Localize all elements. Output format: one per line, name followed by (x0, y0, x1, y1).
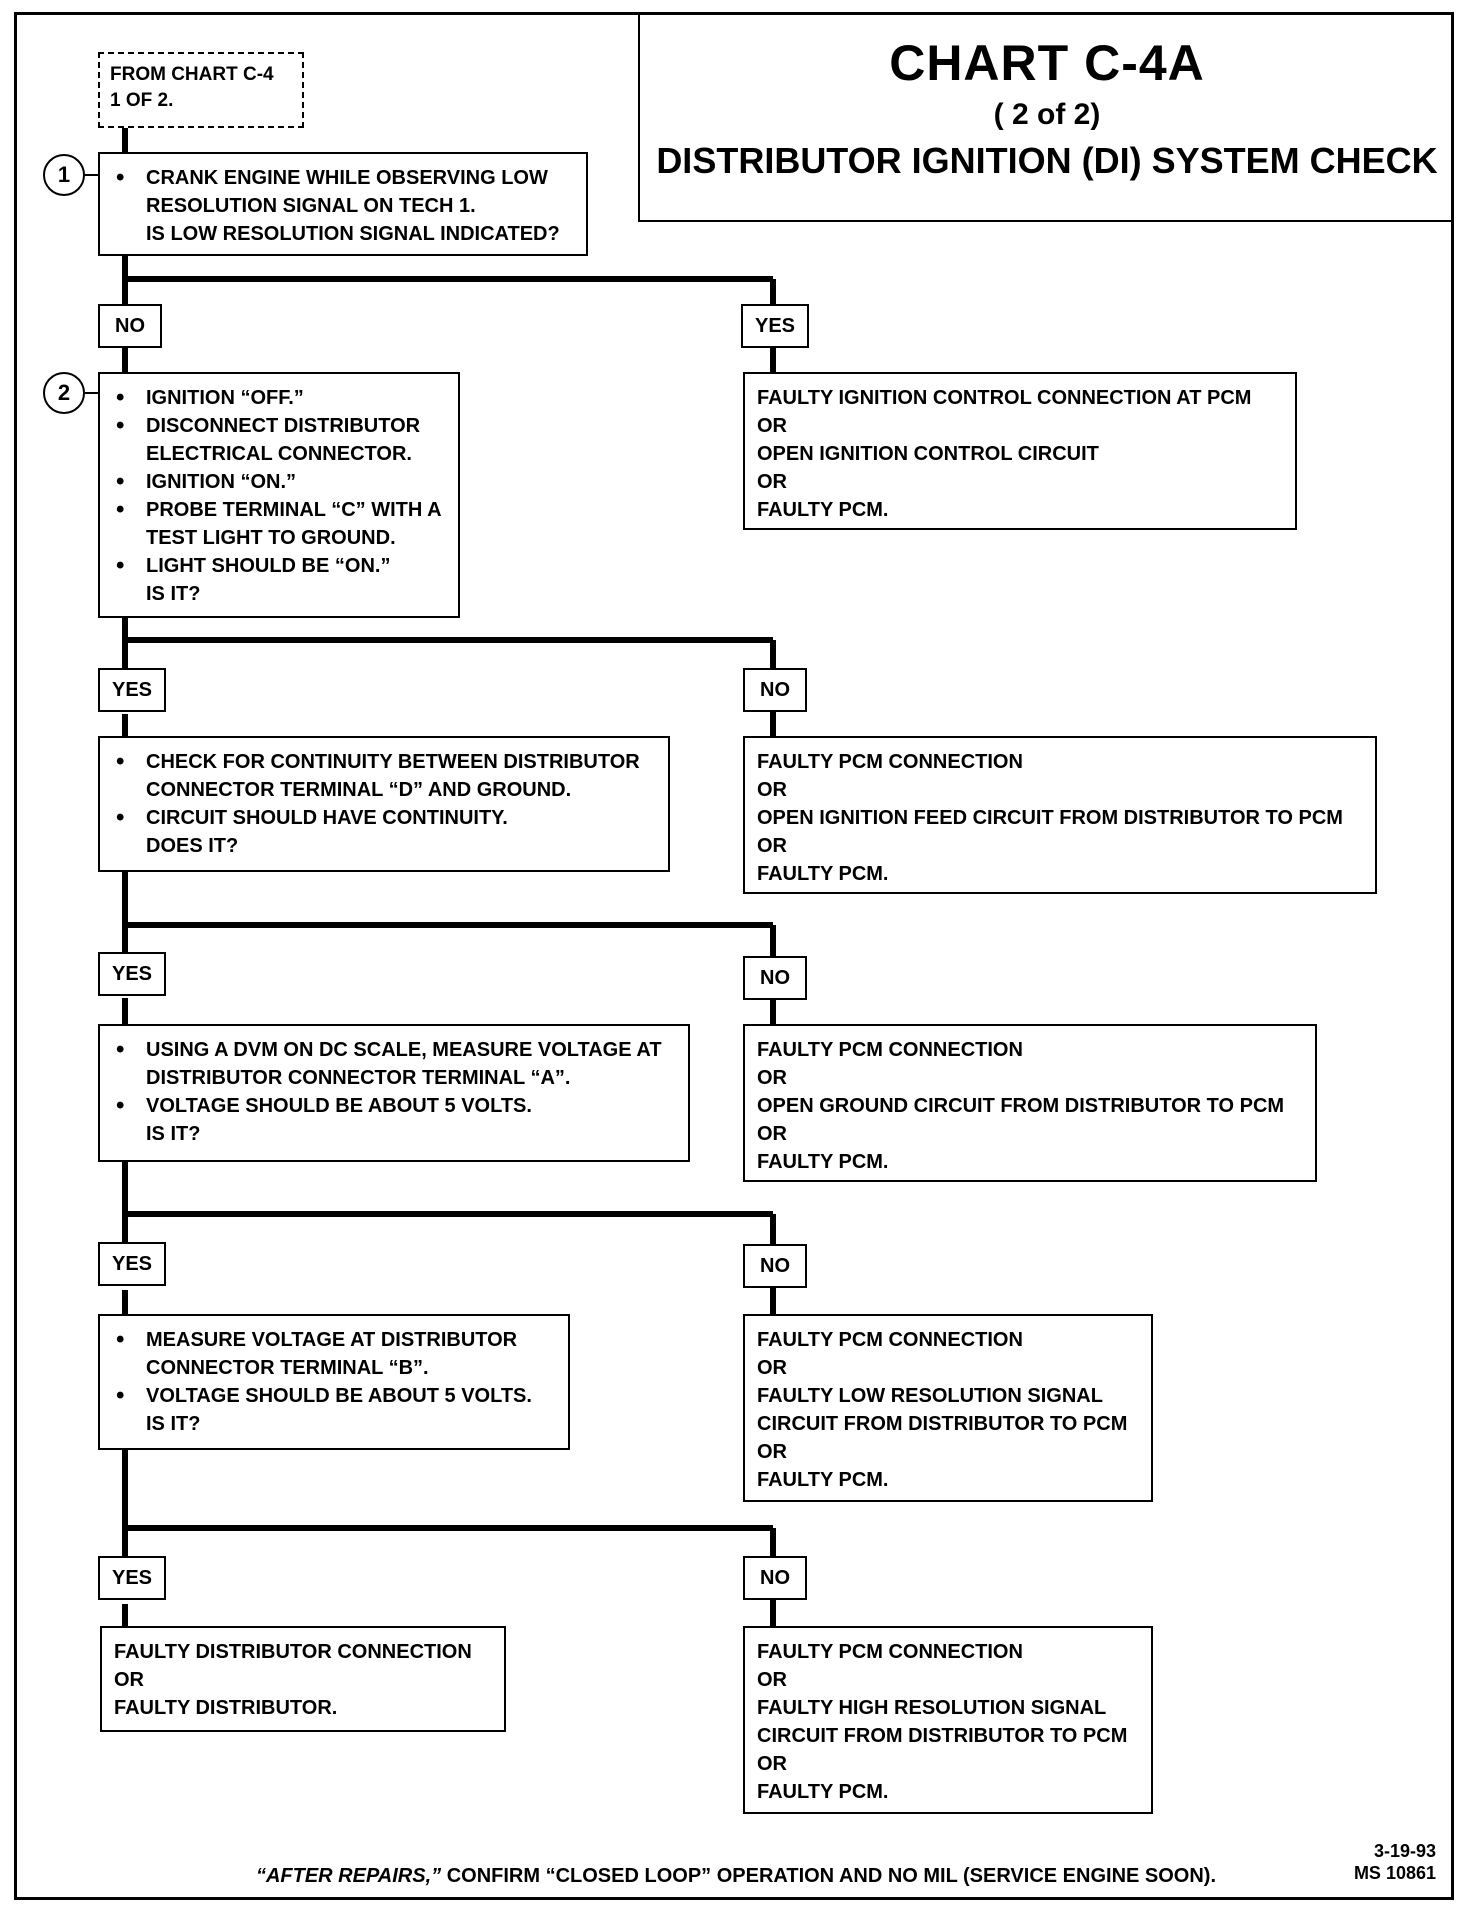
footer-text: CONFIRM “CLOSED LOOP” OPERATION AND NO MIL (SERVICE ENGINE SOON). (441, 1865, 1217, 1887)
document-id: MS 10861 (1353, 1863, 1436, 1883)
label-row2-yes: YES (98, 668, 166, 712)
label-row4-yes: YES (98, 1242, 166, 1286)
chart-title: CHART C-4A (889, 35, 1205, 91)
label-row3-no: NO (743, 956, 807, 1000)
step-1-box (98, 152, 588, 256)
step-4-bullet: • VOLTAGE SHOULD BE ABOUT 5 VOLTS. (112, 1092, 676, 1120)
result-line: FAULTY LOW RESOLUTION SIGNAL (757, 1385, 1103, 1407)
result-line: FAULTY PCM. (757, 863, 889, 885)
step-1-instruction: • CRANK ENGINE WHILE OBSERVING LOW RESOLUTION SIGNAL ON TECH 1. (112, 164, 574, 220)
step-3-question: DOES IT? (146, 835, 239, 857)
result-line: FAULTY PCM. (757, 1781, 889, 1803)
result-line: OPEN IGNITION CONTROL CIRCUIT (757, 443, 1099, 465)
result-3-box (743, 1024, 1317, 1182)
result-line: OR (757, 1123, 787, 1145)
result-line: OR (114, 1669, 144, 1691)
step-2-bullet: • IGNITION “OFF.” (112, 384, 446, 412)
step-4-question: IS IT? (146, 1123, 201, 1145)
step-5-box (98, 1314, 570, 1450)
result-line: FAULTY PCM. (757, 1469, 889, 1491)
chart-title-block (638, 14, 1454, 222)
step-3-box (98, 736, 670, 872)
result-line: OR (757, 1669, 787, 1691)
result-6-box (743, 1626, 1153, 1814)
label-row2-no: NO (743, 668, 807, 712)
result-line: FAULTY HIGH RESOLUTION SIGNAL (757, 1697, 1107, 1719)
result-4-box (743, 1314, 1153, 1502)
result-line: OR (757, 1441, 787, 1463)
label-row4-no: NO (743, 1244, 807, 1288)
step-2-bullet: • IGNITION “ON.” (112, 468, 446, 496)
label-row5-no: NO (743, 1556, 807, 1600)
result-line: FAULTY PCM. (757, 499, 889, 521)
label-row3-yes: YES (98, 952, 166, 996)
step-2-bullet: • PROBE TERMINAL “C” WITH A TEST LIGHT TO GROUND. (112, 496, 446, 552)
from-chart-line: FROM CHART C-4 (110, 64, 274, 85)
label-row1-yes: YES (741, 304, 809, 348)
step-4-bullet: • USING A DVM ON DC SCALE, MEASURE VOLTAGE AT DISTRIBUTOR CONNECTOR TERMINAL “A”. (112, 1036, 676, 1092)
label-row5-yes: YES (98, 1556, 166, 1600)
result-line: CIRCUIT FROM DISTRIBUTOR TO PCM (757, 1725, 1128, 1747)
result-line: OR (757, 471, 787, 493)
step-2-bullet: • DISCONNECT DISTRIBUTOR ELECTRICAL CONNECTOR. (112, 412, 446, 468)
result-line: OR (757, 779, 787, 801)
result-line: FAULTY DISTRIBUTOR. (114, 1697, 338, 1719)
result-5-box (100, 1626, 506, 1732)
result-line: FAULTY DISTRIBUTOR CONNECTION (114, 1641, 472, 1663)
result-line: FAULTY PCM CONNECTION (757, 1329, 1023, 1351)
step-1-question: IS LOW RESOLUTION SIGNAL INDICATED? (146, 223, 560, 245)
chart-part: ( 2 of 2) (993, 98, 1101, 131)
result-line: OR (757, 1753, 787, 1775)
result-line: OR (757, 1067, 787, 1089)
result-line: OR (757, 1357, 787, 1379)
document-date: 3-19-93 (1373, 1841, 1436, 1861)
step-3-bullet: • CIRCUIT SHOULD HAVE CONTINUITY. (112, 804, 656, 832)
footer-italic: “AFTER REPAIRS,” (255, 1865, 442, 1887)
step-3-bullet: • CHECK FOR CONTINUITY BETWEEN DISTRIBUTOR CONNECTOR TERMINAL “D” AND GROUND. (112, 748, 656, 804)
result-line: FAULTY PCM CONNECTION (757, 1641, 1023, 1663)
result-2-box (743, 736, 1377, 894)
step-number-1: 1 (43, 154, 85, 196)
result-line: OR (757, 415, 787, 437)
step-5-bullet: • VOLTAGE SHOULD BE ABOUT 5 VOLTS. (112, 1382, 556, 1410)
chart-name: DISTRIBUTOR IGNITION (DI) SYSTEM CHECK (656, 140, 1438, 181)
step-2-bullet: • LIGHT SHOULD BE “ON.” (112, 552, 446, 580)
result-line: OPEN IGNITION FEED CIRCUIT FROM DISTRIBUTOR TO PCM (757, 807, 1343, 829)
step-number-2: 2 (43, 372, 85, 414)
result-1-box (743, 372, 1297, 530)
step-4-box (98, 1024, 690, 1162)
footer-note (0, 1865, 1472, 1888)
result-line: FAULTY IGNITION CONTROL CONNECTION AT PCM (757, 387, 1252, 409)
from-chart-line: 1 OF 2. (110, 90, 174, 111)
step-5-bullet: • MEASURE VOLTAGE AT DISTRIBUTOR CONNECTOR TERMINAL “B”. (112, 1326, 556, 1382)
result-line: FAULTY PCM. (757, 1151, 889, 1173)
result-line: FAULTY PCM CONNECTION (757, 1039, 1023, 1061)
result-line: FAULTY PCM CONNECTION (757, 751, 1023, 773)
step-2-question: IS IT? (146, 583, 201, 605)
from-chart-box (98, 52, 304, 128)
result-line: CIRCUIT FROM DISTRIBUTOR TO PCM (757, 1413, 1128, 1435)
result-line: OR (757, 835, 787, 857)
result-line: OPEN GROUND CIRCUIT FROM DISTRIBUTOR TO PCM (757, 1095, 1285, 1117)
step-2-box (98, 372, 460, 618)
label-row1-no: NO (98, 304, 162, 348)
step-5-question: IS IT? (146, 1413, 201, 1435)
